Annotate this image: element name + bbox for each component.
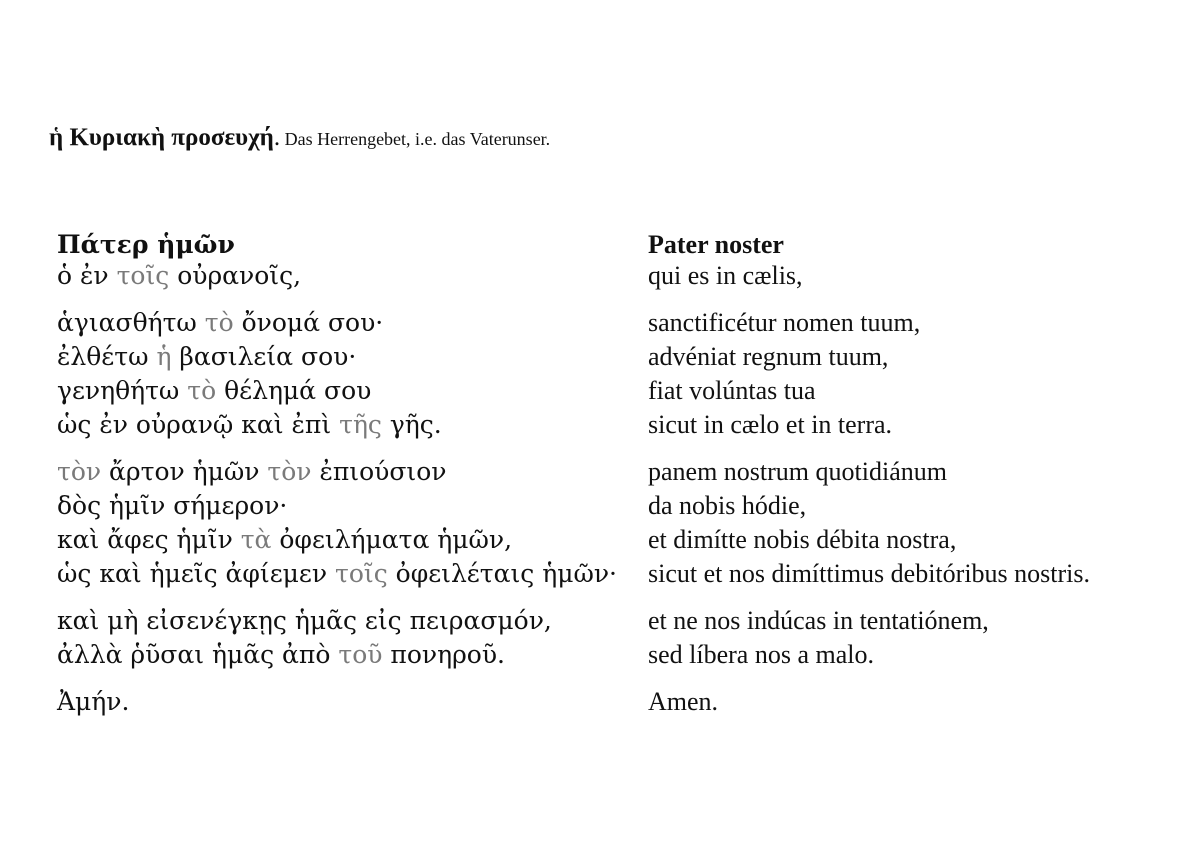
greek-text-segment: ὄνομά σου· — [233, 308, 384, 337]
latin-text-segment: sicut et nos dimíttimus debitóribus nostris. — [648, 559, 1090, 588]
greek-verse-line — [57, 455, 617, 489]
greek-stanza — [57, 455, 617, 591]
greek-text-segment: γῆς. — [381, 410, 442, 439]
latin-stanza — [648, 685, 1200, 719]
greek-stanza — [57, 685, 617, 719]
latin-verse-line — [648, 685, 1200, 719]
latin-verse-line — [648, 557, 1200, 591]
latin-verse-line — [648, 408, 1200, 442]
greek-text-segment: βασιλεία σου· — [171, 342, 357, 371]
greek-text-segment: ὡς καὶ ἡμεῖς ἀφίεμεν — [57, 559, 336, 588]
latin-text-segment: fiat volúntas tua — [648, 376, 816, 405]
greek-text-segment: ἁγιασθήτω — [57, 308, 205, 337]
latin-text-segment: sicut in cælo et in terra. — [648, 410, 893, 439]
latin-stanza — [648, 455, 1200, 591]
greek-verse-line — [57, 489, 617, 523]
greek-stanzas — [57, 259, 617, 719]
latin-text-segment: panem nostrum quotidiánum — [648, 457, 947, 486]
greek-stanza — [57, 306, 617, 442]
latin-text-segment: qui es in cælis, — [648, 261, 803, 290]
latin-verse-line — [648, 489, 1200, 523]
greek-text-segment: ὀφειλήματα ἡμῶν, — [271, 525, 513, 554]
latin-verse-line — [648, 604, 1200, 638]
latin-stanzas — [648, 259, 1200, 719]
greek-text-segment: Ἀμήν. — [57, 687, 130, 716]
greek-column — [57, 230, 617, 732]
greek-verse-line — [57, 685, 617, 719]
greek-text-segment: πονηροῦ. — [382, 640, 505, 669]
greek-text-segment: θέλημά σου — [216, 376, 372, 405]
greek-article: τῆς — [339, 410, 382, 439]
greek-verse-line — [57, 638, 617, 672]
latin-verse-line — [648, 259, 1200, 293]
greek-article: ἡ — [156, 342, 172, 371]
greek-text-segment: καὶ μὴ εἰσενέγκῃς ἡμᾶς εἰς πειρασμόν, — [57, 606, 552, 635]
greek-verse-line — [57, 604, 617, 638]
greek-text-segment: ὁ ἐν — [57, 261, 117, 290]
latin-verse-line — [648, 374, 1200, 408]
latin-stanza — [648, 604, 1200, 672]
greek-article: τὸ — [204, 308, 234, 337]
latin-text-segment: et dimítte nobis débita nostra, — [648, 525, 957, 554]
greek-text-segment: ὀφειλέταις ἡμῶν· — [387, 559, 617, 588]
latin-text-segment: sanctificétur nomen tuum, — [648, 308, 921, 337]
greek-stanza — [57, 259, 617, 293]
latin-verse-line — [648, 638, 1200, 672]
latin-verse-line — [648, 455, 1200, 489]
latin-stanza — [648, 306, 1200, 442]
document-heading — [49, 124, 550, 152]
latin-verse-line — [648, 340, 1200, 374]
greek-verse-line — [57, 306, 617, 340]
heading-greek-title: ἡ Κυριακὴ προσευχή — [49, 124, 274, 151]
greek-verse-line — [57, 408, 617, 442]
greek-article: τοῦ — [338, 640, 383, 669]
heading-subtitle: Das Herrengebet, i.e. das Vaterunser. — [280, 129, 551, 149]
greek-prayer-title: Πάτερ ἡμῶν — [57, 230, 235, 259]
greek-verse-line — [57, 340, 617, 374]
greek-article: τοῖς — [335, 559, 388, 588]
greek-article: τὰ — [240, 525, 272, 554]
greek-text-segment: ἐπιούσιον — [311, 457, 447, 486]
latin-verse-line — [648, 523, 1200, 557]
greek-text-segment: ἐλθέτω — [57, 342, 157, 371]
greek-article: τὸν — [267, 457, 312, 486]
greek-verse-line — [57, 557, 617, 591]
greek-text-segment: ἀλλὰ ῥῦσαι ἡμᾶς ἀπὸ — [57, 640, 339, 669]
latin-text-segment: advéniat regnum tuum, — [648, 342, 889, 371]
latin-text-segment: sed líbera nos a malo. — [648, 640, 874, 669]
latin-stanza — [648, 259, 1200, 293]
greek-text-segment: καὶ ἄφες ἡμῖν — [57, 525, 241, 554]
greek-text-segment: δὸς ἡμῖν σήμερον· — [57, 491, 288, 520]
greek-article: τὸ — [187, 376, 217, 405]
latin-text-segment: da nobis hódie, — [648, 491, 807, 520]
greek-article: τοῖς — [116, 261, 170, 290]
greek-text-segment: ὡς ἐν οὐρανῷ καὶ ἐπὶ — [57, 410, 340, 439]
heading-period: . — [273, 124, 281, 151]
greek-verse-line — [57, 523, 617, 557]
latin-verse-line — [648, 306, 1200, 340]
latin-text-segment: et ne nos indúcas in tentatiónem, — [648, 606, 989, 635]
greek-verse-line — [57, 374, 617, 408]
latin-prayer-title: Pater noster — [648, 230, 784, 259]
greek-text-segment: ἄρτον ἡμῶν — [101, 457, 268, 486]
latin-text-segment: Amen. — [648, 687, 719, 716]
greek-stanza — [57, 604, 617, 672]
greek-text-segment: οὐρανοῖς, — [169, 261, 302, 290]
greek-verse-line — [57, 259, 617, 293]
greek-article: τὸν — [57, 457, 102, 486]
latin-column — [648, 230, 1200, 732]
greek-text-segment: γενηθήτω — [57, 376, 188, 405]
